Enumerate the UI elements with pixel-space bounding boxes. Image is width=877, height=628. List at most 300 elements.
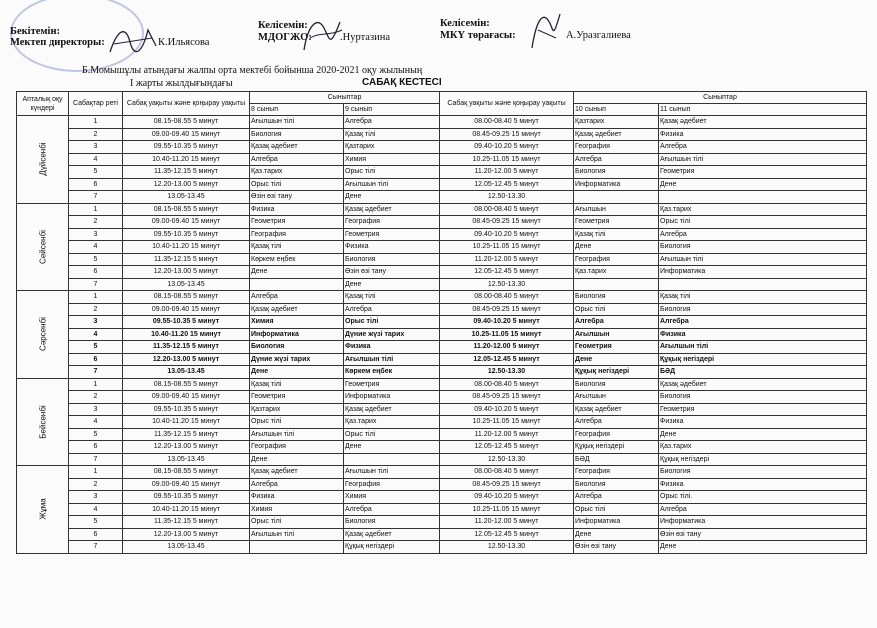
lesson-number: 6 — [69, 178, 123, 191]
class-8-subject: Қазақ тілі — [250, 378, 344, 391]
time-right: 12.50-13.30 — [440, 453, 574, 466]
class-9-subject: Құқық негіздері — [344, 541, 440, 554]
time-left: 13.05-13.45 — [123, 541, 250, 554]
class-11-subject: Алгебра — [659, 228, 867, 241]
lesson-number: 2 — [69, 216, 123, 229]
lesson-number: 3 — [69, 228, 123, 241]
class-8-subject: Қазақ әдебиет — [250, 303, 344, 316]
table-row — [17, 291, 867, 304]
time-left: 08.15-08.55 5 минут — [123, 378, 250, 391]
class-11-subject: Қазақ тілі — [659, 291, 867, 304]
class-8-subject: Химия — [250, 316, 344, 329]
class-10-subject: БӘД — [574, 453, 659, 466]
class-8-subject: Геометрия — [250, 391, 344, 404]
table-row — [17, 266, 867, 279]
class-9-subject: Ағылшын тілі — [344, 466, 440, 479]
class-9-subject: Қазақ әдебиет — [344, 528, 440, 541]
table-row — [17, 191, 867, 204]
class-11-subject: Құқық негіздері — [659, 353, 867, 366]
time-right: 12.50-13.30 — [440, 191, 574, 204]
table-row — [17, 391, 867, 404]
table-row — [17, 341, 867, 354]
time-left: 09.00-09.40 15 минут — [123, 391, 250, 404]
schedule-body — [17, 116, 867, 554]
time-right: 12.05-12.45 5 минут — [440, 178, 574, 191]
class-11-subject: Биология — [659, 466, 867, 479]
time-left: 11.35-12.15 5 минут — [123, 253, 250, 266]
time-left: 10.40-11.20 15 минут — [123, 241, 250, 254]
time-right: 08.00-08.40 5 минут — [440, 203, 574, 216]
table-row — [17, 478, 867, 491]
lesson-number: 7 — [69, 366, 123, 379]
time-left: 11.35-12.15 5 минут — [123, 516, 250, 529]
time-right: 09.40-10.20 5 минут — [440, 228, 574, 241]
day-name-cell — [17, 291, 69, 379]
lesson-number: 7 — [69, 541, 123, 554]
class-9-subject: Дене — [344, 278, 440, 291]
class-11-subject: Ағылшын тілі — [659, 341, 867, 354]
class-9-subject: Алгебра — [344, 303, 440, 316]
class-8-subject: Қазтарих — [250, 403, 344, 416]
schedule-title: САБАҚ КЕСТЕСІ — [362, 77, 442, 88]
lesson-number: 2 — [69, 478, 123, 491]
day-name: Дүйсенбі — [38, 142, 47, 176]
class-10-subject: Қазақ әдебиет — [574, 128, 659, 141]
class-8-subject: Орыс тілі — [250, 178, 344, 191]
header-classes-right: Сыныптар — [574, 92, 867, 104]
time-right: 12.50-13.30 — [440, 541, 574, 554]
header-lesson-no: Сабақтар реті — [69, 92, 123, 116]
class-10-subject: Биология — [574, 166, 659, 179]
table-row — [17, 328, 867, 341]
class-10-subject: Ағылшын — [574, 203, 659, 216]
class-10-subject: География — [574, 466, 659, 479]
class-9-subject: Қазтарих — [344, 141, 440, 154]
class-10-subject: Алгебра — [574, 316, 659, 329]
table-row — [17, 166, 867, 179]
table-row — [17, 453, 867, 466]
day-name-cell — [17, 116, 69, 204]
class-9-subject: Өзін өзі тану — [344, 266, 440, 279]
time-left: 13.05-13.45 — [123, 453, 250, 466]
class-10-subject: Құқық негіздері — [574, 366, 659, 379]
time-right: 12.05-12.45 5 минут — [440, 441, 574, 454]
class-11-subject: Информатика — [659, 516, 867, 529]
class-9-subject: Қазақ әдебиет — [344, 403, 440, 416]
class-11-subject: Физика — [659, 328, 867, 341]
class-11-subject: Дене — [659, 428, 867, 441]
class-8-subject: Дүние жүзі тарих — [250, 353, 344, 366]
schedule-table — [16, 91, 867, 554]
table-row — [17, 178, 867, 191]
class-8-subject: Геометрия — [250, 216, 344, 229]
class-8-subject: Қазақ әдебиет — [250, 466, 344, 479]
class-9-subject: Алгебра — [344, 116, 440, 129]
lesson-number: 4 — [69, 416, 123, 429]
class-9-subject: Дене — [344, 441, 440, 454]
agree2-label: Келісемін: — [440, 18, 490, 29]
class-10-subject: Өзін өзі тану — [574, 541, 659, 554]
table-row — [17, 316, 867, 329]
class-10-subject: География — [574, 141, 659, 154]
class-11-subject — [659, 191, 867, 204]
time-right: 12.05-12.45 5 минут — [440, 353, 574, 366]
lesson-number: 1 — [69, 378, 123, 391]
class-10-subject: Қазтарих — [574, 116, 659, 129]
lesson-number: 4 — [69, 241, 123, 254]
class-8-subject: Дене — [250, 266, 344, 279]
table-row — [17, 216, 867, 229]
time-left: 09.00-09.40 15 минут — [123, 303, 250, 316]
class-10-subject — [574, 191, 659, 204]
time-right: 10.25-11.05 15 минут — [440, 241, 574, 254]
class-11-subject: Алгебра — [659, 316, 867, 329]
time-right: 08.00-08.40 5 минут — [440, 378, 574, 391]
header-class-8: 8 сынып — [250, 104, 344, 116]
class-10-subject: Орыс тілі — [574, 303, 659, 316]
school-line: Б.Момышұлы атындағы жалпы орта мектебі бойынша 2020-2021 оқу жылының — [82, 65, 423, 76]
class-9-subject: Физика — [344, 241, 440, 254]
class-10-subject: Орыс тілі — [574, 503, 659, 516]
day-name: Бейсенбі — [38, 405, 47, 439]
time-left: 12.20-13.00 5 минут — [123, 528, 250, 541]
class-9-subject: Алгебра — [344, 503, 440, 516]
time-right: 08.45-09.25 15 минут — [440, 391, 574, 404]
class-9-subject: Қазақ тілі — [344, 128, 440, 141]
time-right: 11.20-12.00 5 минут — [440, 166, 574, 179]
class-8-subject: Биология — [250, 341, 344, 354]
class-10-subject: Геометрия — [574, 216, 659, 229]
class-11-subject: Орыс тілі. — [659, 491, 867, 504]
lesson-number: 4 — [69, 328, 123, 341]
lesson-number: 3 — [69, 316, 123, 329]
director-signature — [108, 24, 160, 56]
class-8-subject — [250, 541, 344, 554]
table-row — [17, 441, 867, 454]
class-8-subject: Орыс тілі — [250, 516, 344, 529]
time-right: 11.20-12.00 5 минут — [440, 341, 574, 354]
table-row — [17, 516, 867, 529]
class-11-subject: Өзін өзі тану — [659, 528, 867, 541]
lesson-number: 3 — [69, 141, 123, 154]
class-10-subject: География — [574, 253, 659, 266]
class-9-subject: Геометрия — [344, 228, 440, 241]
time-right: 12.50-13.30 — [440, 366, 574, 379]
halfyear-line: I жарты жылдығындағы — [130, 78, 233, 89]
time-left: 12.20-13.00 5 минут — [123, 178, 250, 191]
class-8-subject: Информатика — [250, 328, 344, 341]
class-9-subject: Қазақ тілі — [344, 291, 440, 304]
table-row — [17, 378, 867, 391]
class-11-subject: Қазақ әдебиет — [659, 378, 867, 391]
agree2-role: МКҮ төрағасы: — [440, 30, 516, 41]
class-9-subject — [344, 453, 440, 466]
time-left: 08.15-08.55 5 минут — [123, 203, 250, 216]
header-class-9: 9 сынып — [344, 104, 440, 116]
time-left: 08.15-08.55 5 минут — [123, 116, 250, 129]
class-10-subject: Қазақ тілі — [574, 228, 659, 241]
class-11-subject: Дене — [659, 541, 867, 554]
time-left: 12.20-13.00 5 минут — [123, 266, 250, 279]
class-10-subject: Информатика — [574, 516, 659, 529]
class-11-subject: Ағылшын тілі — [659, 253, 867, 266]
table-row — [17, 403, 867, 416]
class-8-subject: Қаз.тарих — [250, 166, 344, 179]
class-8-subject: Алгебра — [250, 478, 344, 491]
time-right: 11.20-12.00 5 минут — [440, 516, 574, 529]
lesson-number: 4 — [69, 153, 123, 166]
class-8-subject: Физика — [250, 491, 344, 504]
table-row — [17, 541, 867, 554]
class-8-subject: География — [250, 228, 344, 241]
class-8-subject: Физика — [250, 203, 344, 216]
time-left: 11.35-12.15 5 минут — [123, 428, 250, 441]
lesson-number: 3 — [69, 403, 123, 416]
class-10-subject: Қазақ әдебиет — [574, 403, 659, 416]
time-right: 08.00-08.40 5 минут — [440, 116, 574, 129]
time-right: 09.40-10.20 5 минут — [440, 316, 574, 329]
agree1-label: Келісемін: — [258, 20, 308, 31]
time-left: 09.00-09.40 15 минут — [123, 216, 250, 229]
lesson-number: 7 — [69, 191, 123, 204]
time-right: 08.45-09.25 15 минут — [440, 303, 574, 316]
class-11-subject: Физика — [659, 478, 867, 491]
class-9-subject: Биология — [344, 516, 440, 529]
table-row — [17, 116, 867, 129]
class-8-subject: Алгебра — [250, 153, 344, 166]
time-left: 09.00-09.40 15 минут — [123, 128, 250, 141]
class-9-subject: Физика — [344, 341, 440, 354]
class-11-subject: БӘД — [659, 366, 867, 379]
time-right: 10.25-11.05 15 минут — [440, 328, 574, 341]
class-8-subject: Алгебра — [250, 291, 344, 304]
table-row — [17, 253, 867, 266]
table-row — [17, 203, 867, 216]
header-class-10: 10 сынып — [574, 104, 659, 116]
table-row — [17, 466, 867, 479]
time-left: 09.00-09.40 15 минут — [123, 478, 250, 491]
class-9-subject: Биология — [344, 253, 440, 266]
class-11-subject: Геометрия — [659, 166, 867, 179]
time-right: 12.50-13.30 — [440, 278, 574, 291]
time-left: 08.15-08.55 5 минут — [123, 291, 250, 304]
class-8-subject: Қазақ әдебиет — [250, 141, 344, 154]
agree1-role: МДОГЖО: — [258, 32, 312, 43]
approved-label: Бекітемін: — [10, 26, 61, 37]
class-8-subject: Өзін өзі тану — [250, 191, 344, 204]
time-left: 09.55-10.35 5 минут — [123, 403, 250, 416]
class-9-subject: Қазақ әдебиет — [344, 203, 440, 216]
director-role: Мектеп директоры: — [10, 37, 105, 48]
table-row — [17, 353, 867, 366]
time-right: 10.25-11.05 15 минут — [440, 416, 574, 429]
time-right: 09.40-10.20 5 минут — [440, 403, 574, 416]
time-right: 12.05-12.45 5 минут — [440, 266, 574, 279]
header-time-left: Сабақ уақыты және қоңырау уақыты — [123, 92, 250, 116]
class-10-subject: Биология — [574, 478, 659, 491]
class-9-subject: Ағылшын тілі — [344, 178, 440, 191]
class-9-subject: География — [344, 478, 440, 491]
lesson-number: 2 — [69, 391, 123, 404]
time-left: 13.05-13.45 — [123, 366, 250, 379]
class-9-subject: Орыс тілі — [344, 316, 440, 329]
table-row — [17, 141, 867, 154]
lesson-number: 7 — [69, 453, 123, 466]
table-row — [17, 153, 867, 166]
class-10-subject: Дене — [574, 241, 659, 254]
lesson-number: 3 — [69, 491, 123, 504]
time-right: 08.00-08.40 5 минут — [440, 291, 574, 304]
time-right: 08.45-09.25 15 минут — [440, 478, 574, 491]
class-9-subject: Орыс тілі — [344, 428, 440, 441]
class-10-subject: Дене — [574, 528, 659, 541]
class-10-subject: Құқық негіздері — [574, 441, 659, 454]
lesson-number: 5 — [69, 428, 123, 441]
time-right: 09.40-10.20 5 минут — [440, 141, 574, 154]
class-10-subject: Геометрия — [574, 341, 659, 354]
time-left: 09.55-10.35 5 минут — [123, 141, 250, 154]
class-8-subject: Дене — [250, 453, 344, 466]
time-left: 09.55-10.35 5 минут — [123, 491, 250, 504]
agree2-signature — [526, 8, 566, 52]
time-left: 09.55-10.35 5 минут — [123, 316, 250, 329]
day-name: Сейсенбі — [38, 229, 47, 264]
time-left: 12.20-13.00 5 минут — [123, 441, 250, 454]
class-10-subject: Қаз.тарих — [574, 266, 659, 279]
agree2-name: А.Уразгалиева — [566, 30, 631, 41]
class-9-subject: Информатика — [344, 391, 440, 404]
lesson-number: 5 — [69, 341, 123, 354]
class-11-subject: Алгебра — [659, 141, 867, 154]
class-8-subject: География — [250, 441, 344, 454]
time-right: 09.40-10.20 5 минут — [440, 491, 574, 504]
time-left: 10.40-11.20 15 минут — [123, 416, 250, 429]
class-9-subject: Орыс тілі — [344, 166, 440, 179]
lesson-number: 6 — [69, 353, 123, 366]
table-row — [17, 241, 867, 254]
lesson-number: 6 — [69, 266, 123, 279]
class-11-subject: Орыс тілі — [659, 216, 867, 229]
class-8-subject: Көркем еңбек — [250, 253, 344, 266]
class-9-subject: География — [344, 216, 440, 229]
header-time-right: Сабақ уақыты және қоңырау уақыты — [440, 92, 574, 116]
day-name: Сәрсенбі — [38, 317, 47, 352]
class-10-subject: Алгебра — [574, 491, 659, 504]
time-left: 13.05-13.45 — [123, 191, 250, 204]
time-left: 09.55-10.35 5 минут — [123, 228, 250, 241]
time-left: 10.40-11.20 15 минут — [123, 153, 250, 166]
class-9-subject: Көркем еңбек — [344, 366, 440, 379]
class-10-subject: География — [574, 428, 659, 441]
class-11-subject: Қаз.тарих — [659, 441, 867, 454]
class-8-subject: Ағылшын тілі — [250, 428, 344, 441]
table-row — [17, 278, 867, 291]
table-row — [17, 228, 867, 241]
table-row — [17, 303, 867, 316]
table-row — [17, 428, 867, 441]
lesson-number: 4 — [69, 503, 123, 516]
time-right: 08.45-09.25 15 минут — [440, 216, 574, 229]
table-row — [17, 128, 867, 141]
time-left: 08.15-08.55 5 минут — [123, 466, 250, 479]
table-row — [17, 503, 867, 516]
class-10-subject: Алгебра — [574, 416, 659, 429]
lesson-number: 7 — [69, 278, 123, 291]
day-name: Жұма — [38, 498, 47, 520]
class-10-subject: Ағылшын — [574, 328, 659, 341]
header-day: Апталық оқу күндері — [17, 92, 69, 116]
class-9-subject: Қаз.тарих — [344, 416, 440, 429]
class-11-subject — [659, 278, 867, 291]
time-left: 12.20-13.00 5 минут — [123, 353, 250, 366]
time-right: 10.25-11.05 15 минут — [440, 153, 574, 166]
time-left: 10.40-11.20 15 минут — [123, 328, 250, 341]
header-classes-left: Сыныптар — [250, 92, 440, 104]
time-left: 11.35-12.15 5 минут — [123, 166, 250, 179]
lesson-number: 1 — [69, 291, 123, 304]
lesson-number: 2 — [69, 303, 123, 316]
class-10-subject: Ағылшын — [574, 391, 659, 404]
class-8-subject: Биология — [250, 128, 344, 141]
time-right: 11.20-12.00 5 минут — [440, 253, 574, 266]
class-11-subject: Биология — [659, 391, 867, 404]
class-11-subject: Геометрия — [659, 403, 867, 416]
class-10-subject — [574, 278, 659, 291]
time-right: 08.45-09.25 15 минут — [440, 128, 574, 141]
class-10-subject: Биология — [574, 291, 659, 304]
time-right: 10.25-11.05 15 минут — [440, 503, 574, 516]
class-9-subject: Дүние жүзі тарих — [344, 328, 440, 341]
time-right: 12.05-12.45 5 минут — [440, 528, 574, 541]
day-name-cell — [17, 378, 69, 466]
table-row — [17, 416, 867, 429]
time-right: 11.20-12.00 5 минут — [440, 428, 574, 441]
class-11-subject: Биология — [659, 303, 867, 316]
class-11-subject: Информатика — [659, 266, 867, 279]
table-row — [17, 491, 867, 504]
time-left: 11.35-12.15 5 минут — [123, 341, 250, 354]
day-name-cell — [17, 466, 69, 554]
header-class-11: 11 сынып — [659, 104, 867, 116]
class-8-subject: Ағылшын тілі — [250, 116, 344, 129]
director-name: К.Ильясова — [158, 37, 210, 48]
class-11-subject: Алгебра — [659, 503, 867, 516]
day-name-cell — [17, 203, 69, 291]
class-8-subject: Дене — [250, 366, 344, 379]
class-8-subject — [250, 278, 344, 291]
table-row — [17, 366, 867, 379]
class-11-subject: Қаз.тарих — [659, 203, 867, 216]
class-9-subject: Химия — [344, 491, 440, 504]
time-right: 08.00-08.40 5 минут — [440, 466, 574, 479]
class-8-subject: Ағылшын тілі — [250, 528, 344, 541]
lesson-number: 2 — [69, 128, 123, 141]
class-10-subject: Информатика — [574, 178, 659, 191]
lesson-number: 1 — [69, 203, 123, 216]
lesson-number: 5 — [69, 253, 123, 266]
lesson-number: 5 — [69, 516, 123, 529]
class-11-subject: Ағылшын тілі — [659, 153, 867, 166]
lesson-number: 1 — [69, 466, 123, 479]
class-8-subject: Қазақ тілі — [250, 241, 344, 254]
class-11-subject: Құқық негіздері — [659, 453, 867, 466]
class-10-subject: Биология — [574, 378, 659, 391]
class-9-subject: Химия — [344, 153, 440, 166]
time-left: 10.40-11.20 15 минут — [123, 503, 250, 516]
class-9-subject: Ағылшын тілі — [344, 353, 440, 366]
class-9-subject: Дене — [344, 191, 440, 204]
agree1-name: .Нуртазина — [340, 32, 390, 43]
